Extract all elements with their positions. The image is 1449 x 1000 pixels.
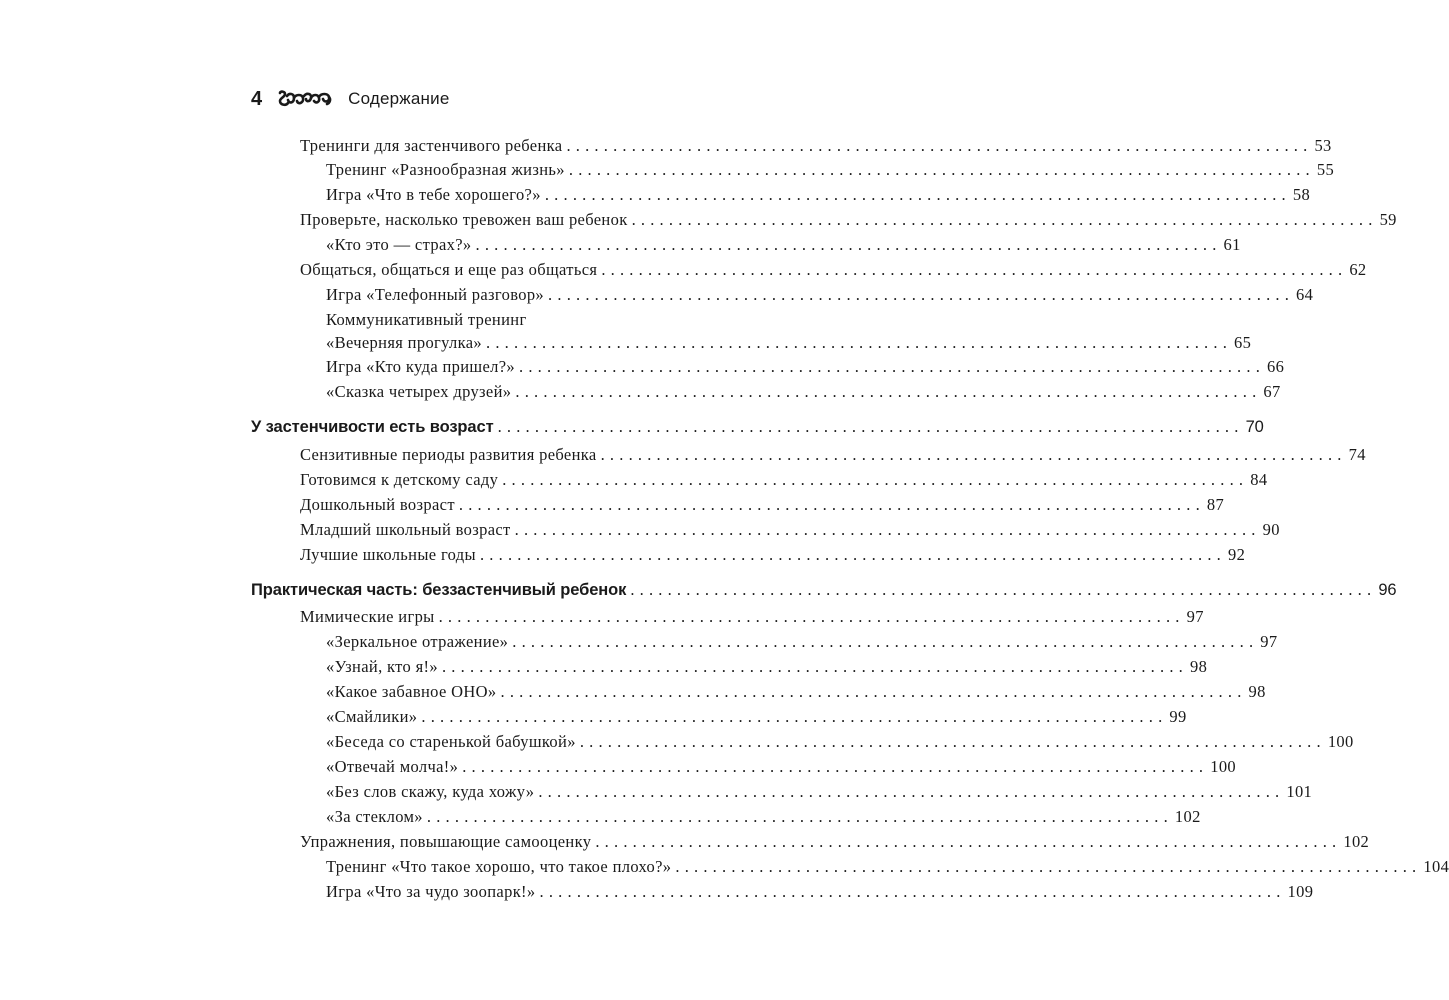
toc-entry bbox=[326, 183, 1311, 207]
toc-page-number: 101 bbox=[1286, 782, 1313, 801]
toc-entry bbox=[300, 468, 1268, 492]
toc-entry-title: Коммуникативный тренинг bbox=[326, 310, 527, 329]
page-section-title: Содержание bbox=[348, 89, 450, 108]
toc-page-number: 58 bbox=[1292, 185, 1311, 204]
toc-dot-leader: ................................................................................ bbox=[497, 417, 1244, 436]
toc-entry-title: «Беседа со старенькой бабушкой» bbox=[326, 732, 576, 751]
toc-page-number: 97 bbox=[1186, 607, 1204, 626]
toc-page-number: 102 bbox=[1174, 807, 1201, 826]
toc-dot-leader: ................................................................................ bbox=[631, 210, 1378, 229]
toc-entry-title: Младший школьный возраст bbox=[300, 520, 511, 539]
toc-page-number: 96 bbox=[1378, 581, 1397, 599]
toc-entry-title: Общаться, общаться и еще раз общаться bbox=[300, 260, 598, 279]
toc-entry-title: Упражнения, повышающие самооценку bbox=[300, 832, 592, 851]
toc-dot-leader: ................................................................................ bbox=[486, 333, 1233, 352]
toc-dot-leader: ................................................................................ bbox=[539, 882, 1286, 901]
toc-page-number: 84 bbox=[1250, 470, 1268, 489]
toc-entry bbox=[326, 630, 1278, 654]
toc-page-number: 70 bbox=[1245, 418, 1264, 436]
toc-entry-title: Игра «Кто куда пришел?» bbox=[326, 357, 516, 376]
toc-entry-title: «Кто это — страх?» bbox=[326, 235, 472, 254]
toc-page-number: 102 bbox=[1343, 832, 1370, 851]
toc-entry-title: «Вечерняя прогулка» bbox=[326, 333, 483, 352]
toc-entry bbox=[300, 134, 1332, 158]
toc-entry bbox=[326, 308, 748, 332]
toc-page-number: 92 bbox=[1227, 545, 1246, 564]
toc-entry bbox=[326, 705, 1187, 729]
toc-entry bbox=[326, 880, 1314, 904]
toc-entry bbox=[326, 805, 1201, 829]
toc-entry bbox=[300, 518, 1280, 542]
toc-entry-title: Мимические игры bbox=[300, 607, 435, 626]
toc-dot-leader: ................................................................................ bbox=[538, 782, 1285, 801]
toc-entry-title: «Какое забавное ОНО» bbox=[326, 682, 497, 701]
toc-dot-leader: ................................................................................ bbox=[475, 235, 1222, 254]
toc-dot-leader: ................................................................................ bbox=[438, 607, 1185, 626]
toc-page-number: 104 bbox=[1423, 857, 1449, 876]
toc-dot-leader: ................................................................................ bbox=[519, 357, 1266, 376]
toc-dot-leader: ................................................................................ bbox=[548, 285, 1295, 304]
toc-dot-leader: ................................................................................ bbox=[462, 757, 1209, 776]
toc-page-number: 90 bbox=[1262, 520, 1280, 539]
toc-entry-title: Сензитивные периоды развития ребенка bbox=[300, 445, 597, 464]
toc-dot-leader: ................................................................................ bbox=[515, 382, 1262, 401]
toc-dot-leader: ................................................................................ bbox=[630, 580, 1377, 599]
toc-page-number: 64 bbox=[1296, 285, 1314, 304]
toc-entry bbox=[326, 855, 1449, 879]
toc-dot-leader: ................................................................................ bbox=[479, 545, 1226, 564]
toc-entry-title: Игра «Что в тебе хорошего?» bbox=[326, 185, 541, 204]
toc-page-number: 61 bbox=[1223, 235, 1241, 254]
toc-page-number: 98 bbox=[1248, 682, 1266, 701]
toc-entry-title: Тренинги для застенчивого ребенка bbox=[300, 136, 563, 155]
toc-entry-title: Игра «Телефонный разговор» bbox=[326, 285, 545, 304]
toc-page-number: 74 bbox=[1348, 445, 1366, 464]
toc-page-number: 87 bbox=[1206, 495, 1225, 514]
toc-dot-leader: ................................................................................ bbox=[579, 732, 1326, 751]
toc-entry bbox=[326, 680, 1266, 704]
toc-entry bbox=[300, 208, 1397, 232]
toc-page-number: 65 bbox=[1234, 333, 1252, 352]
toc-entry bbox=[326, 233, 1241, 257]
toc-page-number: 67 bbox=[1263, 382, 1281, 401]
toc-entry bbox=[326, 655, 1208, 679]
toc-page-number: 100 bbox=[1210, 757, 1237, 776]
toc-page-number: 97 bbox=[1260, 632, 1278, 651]
toc-dot-leader: ................................................................................ bbox=[458, 495, 1205, 514]
toc-entry-title: Готовимся к детскому саду bbox=[300, 470, 499, 489]
toc-dot-leader: ................................................................................ bbox=[566, 136, 1313, 155]
toc-entry-title: «Узнай, кто я!» bbox=[326, 657, 438, 676]
toc-entry bbox=[300, 605, 1204, 629]
toc-dot-leader: ................................................................................ bbox=[502, 470, 1249, 489]
toc-entry-title: Дошкольный возраст bbox=[300, 495, 455, 514]
toc-dot-leader: ................................................................................ bbox=[441, 657, 1188, 676]
toc-entry bbox=[326, 158, 1335, 182]
toc-entry-title: Игра «Что за чудо зоопарк!» bbox=[326, 882, 536, 901]
toc-chapter bbox=[251, 578, 1397, 602]
toc-entry bbox=[326, 355, 1285, 379]
toc-dot-leader: ................................................................................ bbox=[544, 185, 1291, 204]
toc-dot-leader: ................................................................................ bbox=[568, 160, 1315, 179]
toc-entry bbox=[326, 730, 1354, 754]
toc-entry bbox=[300, 830, 1370, 854]
toc-entry bbox=[300, 258, 1367, 282]
toc-entry bbox=[326, 380, 1281, 404]
toc-page-number: 100 bbox=[1327, 732, 1354, 751]
toc-page-number: 53 bbox=[1314, 136, 1332, 155]
toc-dot-leader: ................................................................................ bbox=[595, 832, 1342, 851]
toc-entry bbox=[326, 780, 1313, 804]
toc-dot-leader: ................................................................................ bbox=[500, 682, 1247, 701]
page-number: 4 bbox=[251, 87, 263, 110]
toc-entry bbox=[326, 331, 1252, 355]
toc-entry-title: Лучшие школьные годы bbox=[300, 545, 476, 564]
toc-dot-leader: ................................................................................ bbox=[675, 857, 1422, 876]
toc-entry-title: «Смайлики» bbox=[326, 707, 418, 726]
toc-entry-title: Практическая часть: беззастенчивый ребенок bbox=[251, 581, 627, 599]
toc-page-number: 62 bbox=[1349, 260, 1367, 279]
toc-dot-leader: ................................................................................ bbox=[600, 445, 1347, 464]
toc-chapter bbox=[251, 415, 1264, 439]
toc-entry-title: «Без слов скажу, куда хожу» bbox=[326, 782, 535, 801]
toc-page-number: 59 bbox=[1379, 210, 1397, 229]
toc-entry-title: «Зеркальное отражение» bbox=[326, 632, 509, 651]
toc-entry-title: «За стеклом» bbox=[326, 807, 423, 826]
toc-page-number: 98 bbox=[1189, 657, 1208, 676]
toc-entry bbox=[300, 493, 1225, 517]
toc-dot-leader: ................................................................................ bbox=[514, 520, 1261, 539]
toc-page-number: 55 bbox=[1316, 160, 1335, 179]
toc-page-number: 66 bbox=[1267, 357, 1285, 376]
toc-entry bbox=[326, 755, 1237, 779]
toc-entry-title: «Сказка четырех друзей» bbox=[326, 382, 512, 401]
toc-dot-leader: ................................................................................ bbox=[426, 807, 1173, 826]
toc-entry-title: У застенчивости есть возраст bbox=[251, 418, 494, 436]
toc-entry-title: Тренинг «Разнообразная жизнь» bbox=[326, 160, 565, 179]
toc-entry-title: Тренинг «Что такое хорошо, что такое плохо?» bbox=[326, 857, 672, 876]
toc-entry bbox=[300, 543, 1246, 567]
toc-page-number: 99 bbox=[1169, 707, 1187, 726]
toc-entry-title: «Отвечай молча!» bbox=[326, 757, 459, 776]
toc-dot-leader: ................................................................................ bbox=[601, 260, 1348, 279]
toc-entry bbox=[300, 443, 1366, 467]
toc-page-number: 109 bbox=[1287, 882, 1314, 901]
toc-entry bbox=[326, 283, 1314, 307]
toc-dot-leader: ................................................................................ bbox=[512, 632, 1259, 651]
toc-dot-leader: ................................................................................ bbox=[421, 707, 1168, 726]
toc-entry-title: Проверьте, насколько тревожен ваш ребенок bbox=[300, 210, 628, 229]
